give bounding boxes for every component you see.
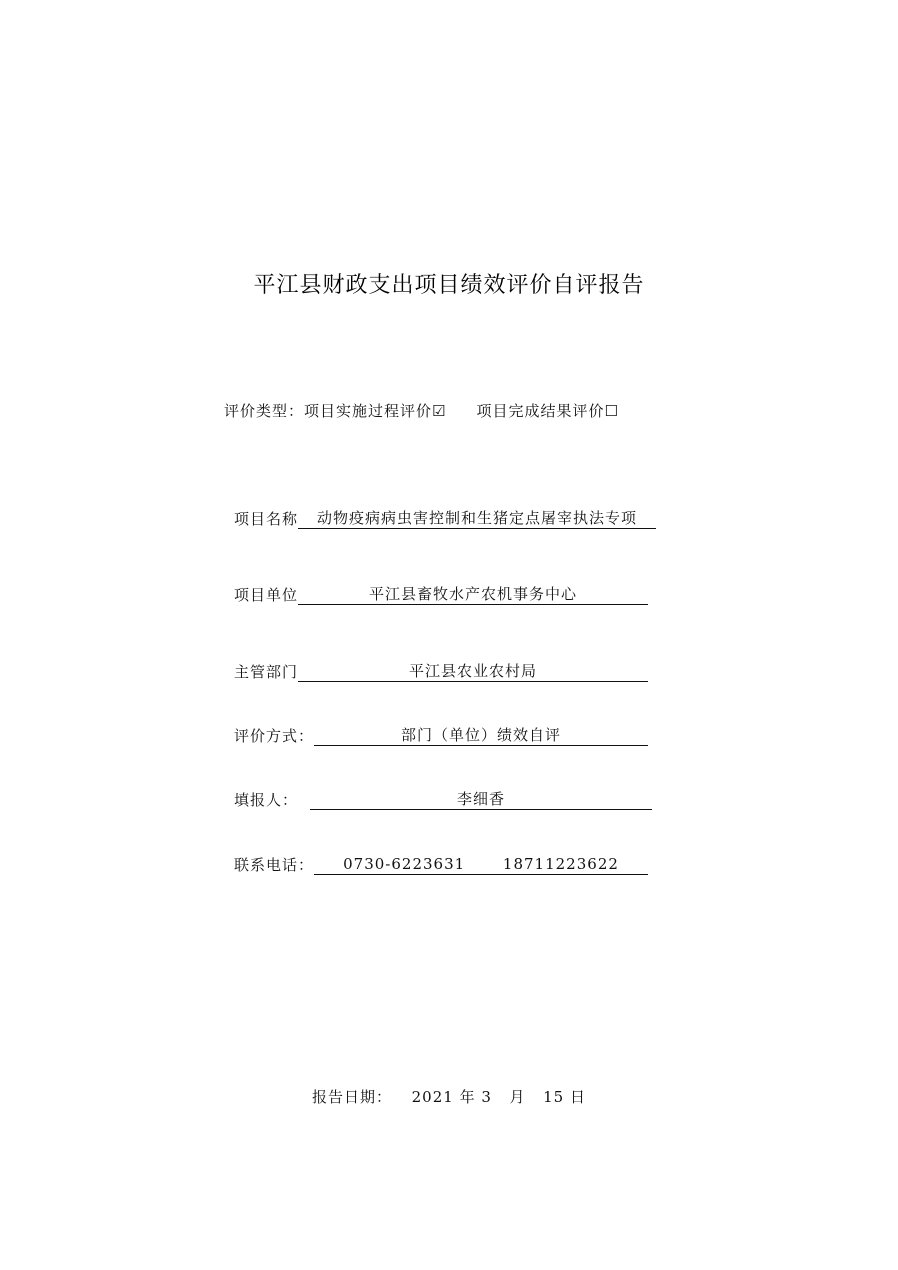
department-row <box>234 661 648 682</box>
report-month-unit: 月 <box>509 1088 526 1106</box>
project-name-label: 项目名称 <box>234 510 299 528</box>
method-label: 评价方式： <box>234 727 315 745</box>
phone-value: 0730-6223631 18711223622 <box>314 854 648 875</box>
report-date <box>0 1086 898 1107</box>
project-name-row <box>234 508 656 529</box>
report-day-unit: 日 <box>569 1088 586 1106</box>
reporter-label: 填报人： <box>234 791 299 809</box>
department-value: 平江县农业农村局 <box>298 661 648 682</box>
checked-box-icon[interactable]: ☑ <box>432 402 447 420</box>
reporter-row <box>234 789 652 810</box>
department-label: 主管部门 <box>234 663 299 681</box>
project-name-value: 动物疫病病虫害控制和生猪定点屠宰执法专项 <box>298 508 656 529</box>
reporter-value: 李细香 <box>310 789 652 810</box>
phone-row <box>234 854 648 875</box>
report-date-label: 报告日期： <box>312 1088 393 1106</box>
evaluation-type <box>224 400 619 421</box>
project-unit-row <box>234 584 648 605</box>
report-title: 平江县财政支出项目绩效评价自评报告 <box>253 273 645 298</box>
evaluation-type-label: 评价类型： <box>224 402 305 420</box>
report-year-unit: 年 <box>459 1088 476 1106</box>
option-result-label: 项目完成结果评价 <box>476 402 605 420</box>
report-day: 15 <box>543 1088 565 1106</box>
option-process-label: 项目实施过程评价 <box>304 402 433 420</box>
report-year: 2021 <box>411 1088 454 1106</box>
phone-label: 联系电话： <box>234 856 315 874</box>
project-unit-label: 项目单位 <box>234 586 299 604</box>
report-month: 3 <box>481 1088 492 1106</box>
method-value: 部门（单位）绩效自评 <box>314 725 648 746</box>
unchecked-box-icon[interactable]: ☐ <box>604 402 619 420</box>
project-unit-value: 平江县畜牧水产农机事务中心 <box>298 584 648 605</box>
method-row <box>234 725 648 746</box>
